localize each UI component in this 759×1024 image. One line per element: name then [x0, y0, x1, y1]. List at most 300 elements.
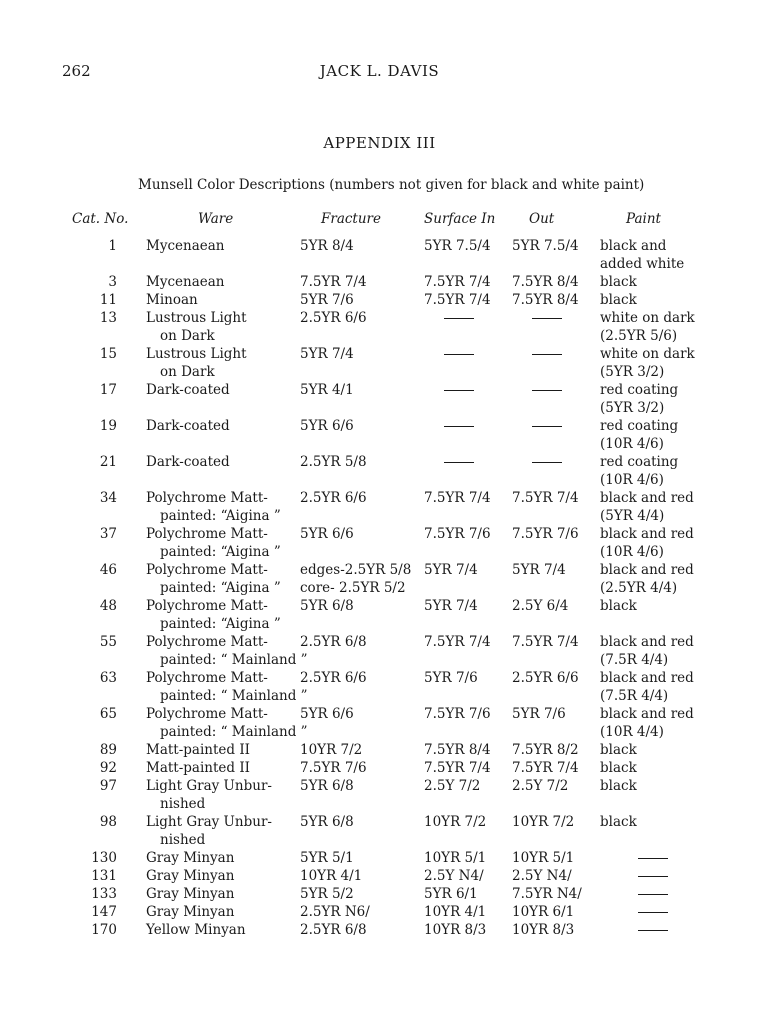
fracture-line: 5YR 5/2 — [300, 886, 354, 902]
fracture-line: 10YR 4/1 — [300, 868, 363, 884]
surface-out-cell — [512, 273, 579, 291]
ware-line: Polychrome Matt- — [146, 634, 268, 650]
surface-in-value: 5YR 7/4 — [424, 598, 478, 614]
surface-out-cell — [512, 849, 574, 867]
paint-line: (10R 4/4) — [600, 724, 664, 740]
surface-out-cell — [512, 237, 579, 255]
dash-rule — [638, 930, 668, 931]
paint-line — [600, 903, 668, 921]
ware-line: nished — [160, 832, 206, 848]
fracture-line: 7.5YR 7/4 — [300, 274, 367, 290]
surface-in-cell — [424, 489, 491, 507]
ware-line: Dark-coated — [146, 382, 230, 398]
column-header-out: Out — [529, 211, 555, 227]
table-row — [0, 273, 759, 291]
surface-in-cell — [424, 561, 478, 579]
fracture-cell — [300, 813, 354, 831]
surface-out-cell — [512, 453, 562, 471]
surface-in-cell — [424, 381, 474, 399]
surface-out-value: 5YR 7.5/4 — [512, 238, 579, 254]
surface-in-value: 2.5Y 7/2 — [424, 778, 481, 794]
dash-rule — [532, 318, 562, 319]
surface-out-cell — [512, 885, 582, 903]
dash-rule — [444, 390, 474, 391]
surface-in-value: 5YR 6/1 — [424, 886, 478, 902]
ware-line: painted: “ Mainland ” — [160, 652, 308, 668]
surface-in-cell — [424, 237, 491, 255]
ware-line: nished — [160, 796, 206, 812]
table-row — [0, 597, 759, 633]
surface-out-value: 10YR 7/2 — [512, 814, 575, 830]
table-row — [0, 705, 759, 741]
paint-line: black — [600, 760, 637, 776]
surface-in-value: 7.5YR 7/4 — [424, 760, 491, 776]
dash-rule — [444, 462, 474, 463]
fracture-cell — [300, 489, 367, 507]
surface-in-cell — [424, 705, 491, 723]
fracture-line: 5YR 6/8 — [300, 778, 354, 794]
fracture-line: 2.5YR 6/8 — [300, 634, 367, 650]
surface-in-cell — [424, 633, 491, 651]
ware-cell — [146, 759, 250, 777]
paint-line: (5YR 4/4) — [600, 508, 665, 524]
surface-in-value: 7.5YR 7/4 — [424, 274, 491, 290]
surface-out-value — [512, 309, 562, 327]
surface-in-value: 7.5YR 7/4 — [424, 634, 491, 650]
ware-line: painted: “ Mainland ” — [160, 688, 308, 704]
fracture-line: 5YR 7/6 — [300, 292, 354, 308]
cat-no-cell: 63 — [99, 670, 117, 686]
fracture-line: 5YR 6/8 — [300, 814, 354, 830]
surface-in-cell — [424, 741, 491, 759]
ware-cell — [146, 777, 272, 813]
ware-cell — [146, 705, 308, 741]
fracture-cell — [300, 309, 367, 327]
surface-in-value — [424, 381, 474, 399]
paint-cell — [600, 741, 637, 759]
ware-line: painted: “Aigina ” — [160, 580, 281, 596]
paint-cell — [600, 345, 695, 381]
paint-line: red coating — [600, 418, 679, 434]
surface-out-value: 7.5YR 8/4 — [512, 292, 579, 308]
paint-cell — [600, 885, 668, 903]
cat-no-cell: 131 — [91, 868, 117, 884]
ware-cell — [146, 597, 281, 633]
paint-cell — [600, 759, 637, 777]
column-header-ware: Ware — [198, 211, 234, 227]
cat-no-cell: 55 — [99, 634, 117, 650]
surface-out-cell — [512, 525, 579, 543]
cat-no-cell: 98 — [99, 814, 117, 830]
surface-in-cell — [424, 759, 491, 777]
table-row — [0, 309, 759, 345]
fracture-line: edges-2.5YR 5/8 — [300, 562, 412, 578]
fracture-cell — [300, 705, 354, 723]
paint-line: black — [600, 598, 637, 614]
table-row — [0, 813, 759, 849]
surface-out-value — [512, 345, 562, 363]
surface-in-cell — [424, 345, 474, 363]
cat-no-cell: 130 — [91, 850, 117, 866]
appendix-title: APPENDIX III — [323, 134, 436, 152]
surface-out-cell — [512, 633, 579, 651]
ware-cell — [146, 741, 250, 759]
surface-out-cell — [512, 381, 562, 399]
surface-in-cell — [424, 273, 491, 291]
ware-cell — [146, 381, 230, 399]
fracture-cell — [300, 237, 354, 255]
ware-cell — [146, 453, 230, 471]
dash-rule — [638, 894, 668, 895]
surface-in-value: 7.5YR 7/4 — [424, 292, 491, 308]
surface-in-cell — [424, 597, 478, 615]
paint-line: (10R 4/6) — [600, 436, 664, 452]
surface-out-value — [512, 417, 562, 435]
surface-in-value: 7.5YR 7/6 — [424, 706, 491, 722]
paint-line: white on dark — [600, 346, 695, 362]
dash-rule — [532, 426, 562, 427]
ware-cell — [146, 849, 234, 867]
table-row — [0, 741, 759, 759]
surface-in-cell — [424, 417, 474, 435]
surface-out-cell — [512, 417, 562, 435]
paint-cell — [600, 903, 668, 921]
surface-out-value: 2.5YR 6/6 — [512, 670, 579, 686]
surface-in-cell — [424, 309, 474, 327]
fracture-cell — [300, 903, 370, 921]
paint-line: added white — [600, 256, 685, 272]
dash-rule — [532, 354, 562, 355]
surface-in-value: 7.5YR 7/4 — [424, 490, 491, 506]
ware-cell — [146, 237, 224, 255]
surface-in-cell — [424, 525, 491, 543]
ware-line: Polychrome Matt- — [146, 598, 268, 614]
ware-line: Polychrome Matt- — [146, 490, 268, 506]
table-row — [0, 489, 759, 525]
surface-in-cell — [424, 777, 480, 795]
paint-cell — [600, 291, 637, 309]
column-header-paint: Paint — [626, 211, 661, 227]
surface-in-value: 7.5YR 7/6 — [424, 526, 491, 542]
cat-no-cell: 65 — [99, 706, 117, 722]
ware-line: on Dark — [160, 364, 215, 380]
ware-line: Dark-coated — [146, 418, 230, 434]
surface-out-value: 5YR 7/4 — [512, 562, 566, 578]
ware-cell — [146, 273, 224, 291]
ware-line: Matt-painted II — [146, 760, 250, 776]
ware-line: painted: “Aigina ” — [160, 544, 281, 560]
cat-no-cell: 89 — [99, 742, 117, 758]
ware-cell — [146, 489, 281, 525]
paint-line: (7.5R 4/4) — [600, 652, 669, 668]
cat-no-cell: 17 — [99, 382, 117, 398]
cat-no-cell: 97 — [99, 778, 117, 794]
running-head: JACK L. DAVIS — [319, 62, 440, 80]
surface-out-value: 10YR 6/1 — [512, 904, 575, 920]
surface-out-cell — [512, 741, 579, 759]
table-row — [0, 777, 759, 813]
page-number: 262 — [62, 62, 91, 80]
ware-line: Polychrome Matt- — [146, 562, 268, 578]
fracture-cell — [300, 921, 367, 939]
ware-cell — [146, 921, 246, 939]
surface-out-value: 7.5YR 7/4 — [512, 490, 579, 506]
column-header-cat-no: Cat. No. — [72, 211, 129, 227]
surface-in-value: 10YR 5/1 — [424, 850, 487, 866]
paint-line: black and red — [600, 670, 694, 686]
paint-cell — [600, 867, 668, 885]
dash-rule — [532, 390, 562, 391]
surface-out-cell — [512, 705, 566, 723]
table-row — [0, 417, 759, 453]
surface-in-value — [424, 417, 474, 435]
fracture-line: 5YR 6/6 — [300, 418, 354, 434]
paint-line: black — [600, 292, 637, 308]
fracture-cell — [300, 597, 354, 615]
surface-in-value — [424, 309, 474, 327]
paint-line — [600, 885, 668, 903]
ware-line: Light Gray Unbur- — [146, 778, 272, 794]
paint-cell — [600, 309, 695, 345]
column-header-fracture: Fracture — [321, 211, 381, 227]
table-row — [0, 903, 759, 921]
paint-cell — [600, 237, 684, 273]
table-row — [0, 453, 759, 489]
table-row — [0, 345, 759, 381]
surface-in-value: 5YR 7.5/4 — [424, 238, 491, 254]
paint-line: (5YR 3/2) — [600, 400, 665, 416]
fracture-cell — [300, 273, 367, 291]
paint-cell — [600, 669, 694, 705]
dash-rule — [444, 426, 474, 427]
color-description-table — [0, 237, 759, 939]
surface-out-value — [512, 381, 562, 399]
fracture-line: 5YR 6/6 — [300, 526, 354, 542]
fracture-cell — [300, 867, 362, 885]
table-row — [0, 885, 759, 903]
fracture-cell — [300, 417, 354, 435]
surface-in-value: 5YR 7/6 — [424, 670, 478, 686]
paint-cell — [600, 525, 694, 561]
ware-line: Mycenaean — [146, 238, 225, 254]
surface-out-value: 7.5YR 7/4 — [512, 760, 579, 776]
fracture-cell — [300, 525, 354, 543]
paint-line: black — [600, 814, 637, 830]
table-caption: Munsell Color Descriptions (numbers not given for black and white paint) — [138, 177, 645, 193]
ware-cell — [146, 813, 272, 849]
surface-out-cell — [512, 669, 579, 687]
surface-out-cell — [512, 921, 574, 939]
surface-out-value: 2.5Y N4/ — [512, 868, 572, 884]
ware-line: Gray Minyan — [146, 850, 235, 866]
surface-out-value: 7.5YR 8/2 — [512, 742, 579, 758]
dash-rule — [444, 354, 474, 355]
surface-in-cell — [424, 885, 478, 903]
paint-line: black and red — [600, 526, 694, 542]
table-row — [0, 237, 759, 273]
paint-cell — [600, 921, 668, 939]
surface-out-cell — [512, 903, 574, 921]
ware-cell — [146, 867, 234, 885]
surface-in-cell — [424, 813, 486, 831]
ware-line: Lustrous Light — [146, 310, 247, 326]
ware-line: on Dark — [160, 328, 215, 344]
paint-line: black — [600, 742, 637, 758]
table-row — [0, 669, 759, 705]
ware-line: painted: “Aigina ” — [160, 508, 281, 524]
surface-out-cell — [512, 759, 579, 777]
ware-cell — [146, 885, 234, 903]
fracture-line: 2.5YR N6/ — [300, 904, 370, 920]
paint-line: black — [600, 778, 637, 794]
ware-line: Minoan — [146, 292, 198, 308]
ware-cell — [146, 345, 247, 381]
paint-cell — [600, 273, 637, 291]
cat-no-cell: 13 — [99, 310, 117, 326]
paint-line: white on dark — [600, 310, 695, 326]
paint-cell — [600, 813, 637, 831]
paint-line: (5YR 3/2) — [600, 364, 665, 380]
ware-line: Polychrome Matt- — [146, 706, 268, 722]
paint-line: (7.5R 4/4) — [600, 688, 669, 704]
cat-no-cell: 133 — [91, 886, 117, 902]
dash-rule — [638, 876, 668, 877]
table-row — [0, 867, 759, 885]
fracture-line: 2.5YR 5/8 — [300, 454, 367, 470]
fracture-line: 10YR 7/2 — [300, 742, 363, 758]
paint-line: (10R 4/6) — [600, 472, 664, 488]
paint-cell — [600, 453, 678, 489]
table-row — [0, 759, 759, 777]
surface-out-cell — [512, 597, 568, 615]
ware-line: Gray Minyan — [146, 868, 235, 884]
paint-line: black and red — [600, 634, 694, 650]
fracture-cell — [300, 885, 354, 903]
surface-in-value — [424, 453, 474, 471]
ware-line: Mycenaean — [146, 274, 225, 290]
paint-line — [600, 849, 668, 867]
fracture-cell — [300, 777, 354, 795]
paint-line: black and red — [600, 562, 694, 578]
paint-cell — [600, 597, 637, 615]
surface-out-cell — [512, 309, 562, 327]
cat-no-cell: 3 — [108, 274, 117, 290]
fracture-line: 5YR 6/6 — [300, 706, 354, 722]
ware-line: Matt-painted II — [146, 742, 250, 758]
surface-in-cell — [424, 867, 484, 885]
fracture-line: 2.5YR 6/8 — [300, 922, 367, 938]
ware-line: Polychrome Matt- — [146, 526, 268, 542]
cat-no-cell: 34 — [99, 490, 117, 506]
paint-cell — [600, 777, 637, 795]
paint-line: black and red — [600, 706, 694, 722]
fracture-cell — [300, 291, 354, 309]
paint-line: red coating — [600, 382, 679, 398]
paint-line: black and — [600, 238, 667, 254]
fracture-cell — [300, 759, 367, 777]
fracture-line: 5YR 4/1 — [300, 382, 354, 398]
ware-cell — [146, 309, 247, 345]
table-row — [0, 633, 759, 669]
fracture-line: 2.5YR 6/6 — [300, 670, 367, 686]
fracture-cell — [300, 381, 354, 399]
ware-cell — [146, 633, 308, 669]
fracture-line: 5YR 7/4 — [300, 346, 354, 362]
fracture-cell — [300, 849, 354, 867]
surface-out-value: 5YR 7/6 — [512, 706, 566, 722]
fracture-line: 2.5YR 6/6 — [300, 310, 367, 326]
surface-out-value: 7.5YR N4/ — [512, 886, 582, 902]
paint-line — [600, 921, 668, 939]
paint-cell — [600, 561, 694, 597]
ware-line: Gray Minyan — [146, 904, 235, 920]
ware-cell — [146, 291, 198, 309]
fracture-cell — [300, 741, 362, 759]
surface-out-cell — [512, 561, 566, 579]
ware-line: Polychrome Matt- — [146, 670, 268, 686]
cat-no-cell: 48 — [99, 598, 117, 614]
fracture-cell — [300, 345, 354, 363]
ware-line: Yellow Minyan — [146, 922, 246, 938]
surface-in-cell — [424, 669, 478, 687]
table-row — [0, 381, 759, 417]
surface-in-cell — [424, 453, 474, 471]
fracture-line: 5YR 5/1 — [300, 850, 354, 866]
surface-out-value: 2.5Y 6/4 — [512, 598, 569, 614]
paint-line: red coating — [600, 454, 679, 470]
ware-cell — [146, 417, 230, 435]
paint-line: black and red — [600, 490, 694, 506]
cat-no-cell: 15 — [99, 346, 117, 362]
dash-rule — [444, 318, 474, 319]
surface-out-cell — [512, 489, 579, 507]
paint-line — [600, 867, 668, 885]
ware-cell — [146, 561, 281, 597]
table-row — [0, 291, 759, 309]
paint-cell — [600, 417, 678, 453]
fracture-cell — [300, 453, 367, 471]
surface-in-cell — [424, 903, 486, 921]
ware-cell — [146, 525, 281, 561]
table-row — [0, 849, 759, 867]
surface-in-value: 10YR 4/1 — [424, 904, 487, 920]
surface-out-value: 2.5Y 7/2 — [512, 778, 569, 794]
paint-cell — [600, 489, 694, 525]
table-row — [0, 525, 759, 561]
paint-cell — [600, 633, 694, 669]
dash-rule — [638, 912, 668, 913]
surface-out-value: 7.5YR 7/6 — [512, 526, 579, 542]
paint-cell — [600, 381, 678, 417]
fracture-cell — [300, 669, 367, 687]
surface-out-value — [512, 453, 562, 471]
cat-no-cell: 170 — [91, 922, 117, 938]
column-header-surface-in: Surface In — [424, 211, 496, 227]
surface-in-value: 2.5Y N4/ — [424, 868, 484, 884]
cat-no-cell: 147 — [91, 904, 117, 920]
surface-in-value: 10YR 7/2 — [424, 814, 487, 830]
surface-out-cell — [512, 291, 579, 309]
fracture-line: 5YR 8/4 — [300, 238, 354, 254]
cat-no-cell: 11 — [99, 292, 117, 308]
surface-out-cell — [512, 777, 568, 795]
table-row — [0, 561, 759, 597]
fracture-cell — [300, 633, 367, 651]
ware-cell — [146, 903, 234, 921]
ware-line: Lustrous Light — [146, 346, 247, 362]
surface-out-value: 7.5YR 8/4 — [512, 274, 579, 290]
fracture-line: 7.5YR 7/6 — [300, 760, 367, 776]
